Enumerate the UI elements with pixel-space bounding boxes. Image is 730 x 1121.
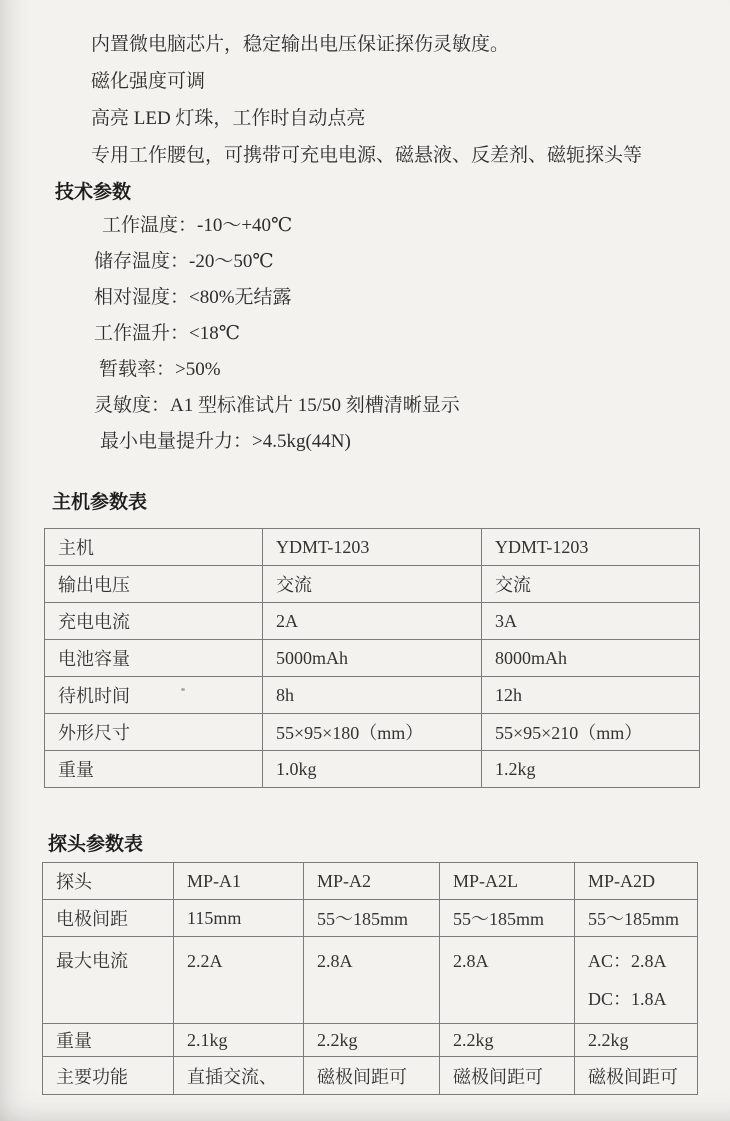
tech-params-heading: 技术参数 [55,182,132,203]
main-table-heading: 主机参数表 [52,492,148,513]
table-cell: MP-A2L [440,863,575,900]
table-cell: 直插交流、 [174,1057,304,1095]
table-row [45,566,700,603]
tech-param-line: 工作温升：<18℃ [94,323,240,344]
table-cell: 磁极间距可 [440,1057,575,1095]
table-cell: 55×95×180（mm） [263,714,482,751]
scan-artifact-dot [181,688,185,691]
tech-param-line: 暂载率：>50% [99,359,221,380]
table-cell: MP-A2D [575,863,698,900]
table-cell-ac-dc [575,937,698,1024]
table-cell: MP-A1 [174,863,304,900]
feature-line: 磁化强度可调 [91,71,206,92]
ac-current-value: AC：2.8A [588,951,667,971]
table-cell: 1.0kg [263,751,482,788]
table-row [45,640,700,677]
table-cell: 55～185mm [440,900,575,937]
tech-param-line: 工作温度：-10～+40℃ [102,215,293,236]
table-row [45,751,700,788]
row-label-cell: 最大电流 [43,937,174,1024]
table-cell: 55～185mm [575,900,698,937]
row-label-cell: 外形尺寸 [45,714,263,751]
row-label-cell: 电池容量 [45,640,263,677]
table-row [43,863,698,900]
main-params-table [44,528,700,788]
table-cell: 2A [263,603,482,640]
tech-param-line: 灵敏度：A1 型标准试片 15/50 刻槽清晰显示 [94,395,460,416]
table-row [43,900,698,937]
probe-table-heading: 探头参数表 [48,834,144,855]
table-cell: 2.2kg [575,1024,698,1057]
tech-param-line: 相对湿度：<80%无结露 [94,287,292,308]
row-label-cell: 主机 [45,529,263,566]
table-cell: 2.2kg [440,1024,575,1057]
table-cell: MP-A2 [304,863,440,900]
row-label-cell: 待机时间 [45,677,263,714]
table-cell: 磁极间距可 [304,1057,440,1095]
table-row [43,1024,698,1057]
probe-params-table [42,862,698,1095]
row-label-cell: 输出电压 [45,566,263,603]
row-label-cell: 充电电流 [45,603,263,640]
table-cell: 8h [263,677,482,714]
table-cell: 12h [482,677,700,714]
table-cell: 交流 [482,566,700,603]
table-cell: YDMT-1203 [482,529,700,566]
table-cell: 115mm [174,900,304,937]
tech-param-line: 最小电量提升力：>4.5kg(44N) [100,431,351,452]
table-cell: 2.1kg [174,1024,304,1057]
table-cell: 2.2kg [304,1024,440,1057]
table-cell: 5000mAh [263,640,482,677]
table-cell: 2.2A [174,937,304,1024]
table-row [45,529,700,566]
table-row [45,603,700,640]
table-cell: 磁极间距可 [575,1057,698,1095]
tech-param-line: 储存温度：-20～50℃ [94,251,274,272]
table-cell: 2.8A [440,937,575,1024]
feature-line: 专用工作腰包，可携带可充电电源、磁悬液、反差剂、磁轭探头等 [91,145,643,166]
tech-params-list [94,208,730,460]
row-label-cell: 重量 [43,1024,174,1057]
table-row [45,714,700,751]
row-label-cell: 探头 [43,863,174,900]
dc-current-value: DC：1.8A [588,989,667,1009]
table-row [43,1057,698,1095]
table-cell: 3A [482,603,700,640]
table-row [45,677,700,714]
feature-list [91,0,730,174]
table-cell: YDMT-1203 [263,529,482,566]
table-row [43,937,698,1024]
table-cell: 8000mAh [482,640,700,677]
row-label-cell: 电极间距 [43,900,174,937]
table-cell: 55～185mm [304,900,440,937]
table-cell: 2.8A [304,937,440,1024]
table-cell: 交流 [263,566,482,603]
feature-line: 高亮 LED 灯珠，工作时自动点亮 [91,108,366,129]
row-label-cell: 重量 [45,751,263,788]
table-cell: 1.2kg [482,751,700,788]
table-cell: 55×95×210（mm） [482,714,700,751]
feature-line: 内置微电脑芯片，稳定输出电压保证探伤灵敏度。 [91,34,510,55]
row-label-cell: 主要功能 [43,1057,174,1095]
